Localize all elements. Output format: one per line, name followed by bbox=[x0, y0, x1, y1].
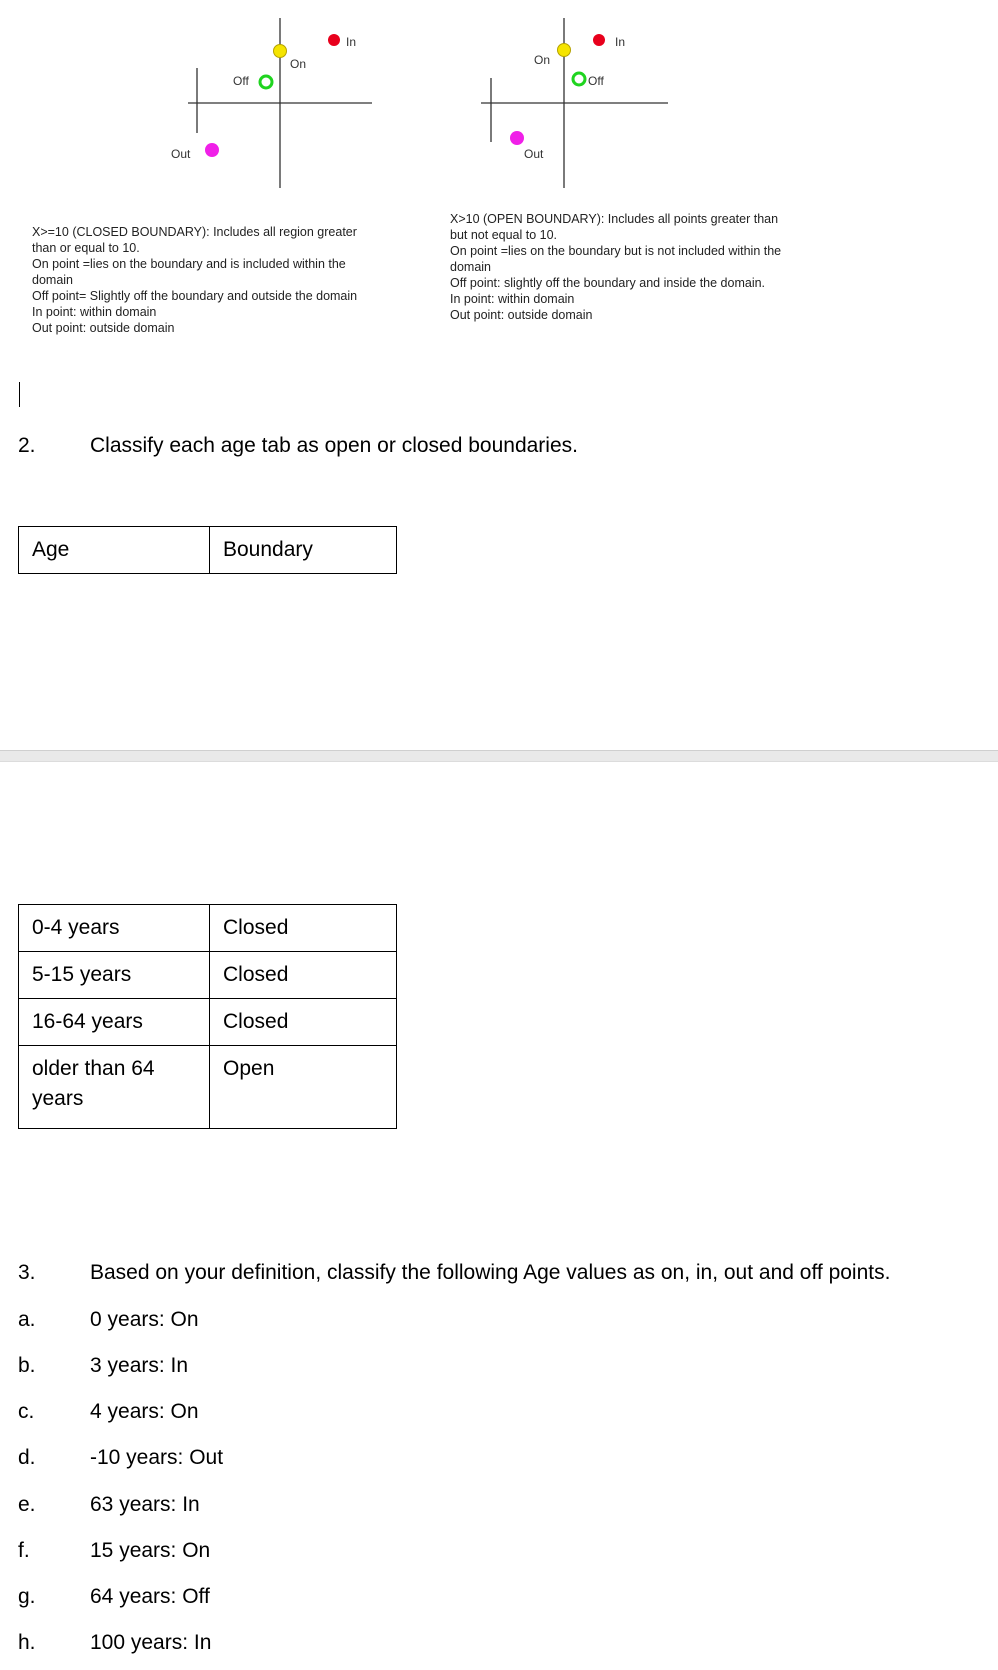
list-text: 100 years: In bbox=[90, 1631, 212, 1654]
open-on-label: On bbox=[534, 53, 551, 67]
age-cell: older than 64 years bbox=[19, 1046, 210, 1129]
table-row bbox=[19, 952, 397, 999]
open-boundary-diagram bbox=[481, 18, 668, 188]
age-cell: 5-15 years bbox=[19, 952, 210, 999]
description-line: Out point: outside domain bbox=[32, 321, 175, 335]
list-item bbox=[18, 1354, 418, 1382]
description-line: domain bbox=[32, 273, 73, 287]
boundary-cell: Open bbox=[210, 1046, 397, 1129]
list-text: 3 years: In bbox=[90, 1354, 189, 1377]
closed-in-point bbox=[328, 34, 340, 46]
list-item bbox=[18, 1539, 418, 1567]
list-item bbox=[18, 1585, 418, 1613]
age-cell: 0-4 years bbox=[19, 905, 210, 952]
list-item bbox=[18, 1446, 418, 1474]
header-boundary: Boundary bbox=[210, 527, 397, 574]
list-letter: f. bbox=[18, 1539, 30, 1562]
closed-off-label: Off bbox=[233, 74, 249, 88]
description-line: In point: within domain bbox=[450, 292, 575, 306]
question-3 bbox=[18, 1261, 988, 1289]
list-text: 64 years: Off bbox=[90, 1585, 210, 1608]
open-out-label: Out bbox=[524, 147, 544, 161]
description-line: On point =lies on the boundary but is not included within the bbox=[450, 244, 782, 258]
description-line: On point =lies on the boundary and is included within the bbox=[32, 257, 346, 271]
closed-in-label: In bbox=[346, 35, 357, 49]
page-break bbox=[0, 750, 998, 762]
open-on-point bbox=[558, 44, 571, 57]
list-item bbox=[18, 1400, 418, 1428]
list-text: 63 years: In bbox=[90, 1493, 200, 1516]
open-in-point bbox=[593, 34, 605, 46]
table-row bbox=[19, 527, 397, 574]
list-text: 0 years: On bbox=[90, 1308, 199, 1331]
description-line: Out point: outside domain bbox=[450, 308, 593, 322]
description-line: X>=10 (CLOSED BOUNDARY): Includes all region greater bbox=[32, 225, 357, 239]
boundary-cell: Closed bbox=[210, 905, 397, 952]
text-cursor bbox=[19, 382, 20, 407]
open-in-label: In bbox=[615, 35, 626, 49]
question-text: Classify each age tab as open or closed boundaries. bbox=[90, 434, 578, 457]
open-boundary-description bbox=[450, 211, 781, 323]
header-age: Age bbox=[19, 527, 210, 574]
description-line: domain bbox=[450, 260, 491, 274]
list-letter: d. bbox=[18, 1446, 36, 1469]
closed-on-label: On bbox=[290, 57, 307, 71]
closed-boundary-diagram bbox=[171, 18, 372, 188]
boundary-diagrams bbox=[0, 0, 998, 200]
list-text: 4 years: On bbox=[90, 1400, 199, 1423]
list-letter: h. bbox=[18, 1631, 36, 1654]
question-text: Based on your definition, classify the following Age values as on, in, out and off points. bbox=[90, 1261, 891, 1284]
list-item bbox=[18, 1631, 418, 1659]
list-text: 15 years: On bbox=[90, 1539, 211, 1562]
description-line: Off point: slightly off the boundary and inside the domain. bbox=[450, 276, 766, 290]
question-2 bbox=[18, 434, 978, 462]
list-letter: g. bbox=[18, 1585, 36, 1608]
age-boundary-table bbox=[18, 904, 397, 1129]
table-row bbox=[19, 905, 397, 952]
closed-on-point bbox=[274, 45, 287, 58]
list-item bbox=[18, 1308, 418, 1336]
question-number: 2. bbox=[18, 434, 36, 457]
description-line: X>10 (OPEN BOUNDARY): Includes all points greater than bbox=[450, 212, 779, 226]
description-line: Off point= Slightly off the boundary and outside the domain bbox=[32, 289, 358, 303]
description-line: than or equal to 10. bbox=[32, 241, 140, 255]
age-boundary-header-table bbox=[18, 526, 397, 574]
open-off-point bbox=[573, 73, 585, 85]
list-letter: e. bbox=[18, 1493, 36, 1516]
age-cell: 16-64 years bbox=[19, 999, 210, 1046]
boundary-cell: Closed bbox=[210, 999, 397, 1046]
open-out-point bbox=[510, 131, 524, 145]
table-row bbox=[19, 1046, 397, 1129]
boundary-cell: Closed bbox=[210, 952, 397, 999]
list-item bbox=[18, 1493, 418, 1521]
list-text: -10 years: Out bbox=[90, 1446, 224, 1469]
list-letter: c. bbox=[18, 1400, 35, 1423]
open-off-label: Off bbox=[588, 74, 604, 88]
table-row bbox=[19, 999, 397, 1046]
description-line: but not equal to 10. bbox=[450, 228, 558, 242]
list-letter: a. bbox=[18, 1308, 36, 1331]
list-letter: b. bbox=[18, 1354, 36, 1377]
closed-off-point bbox=[260, 76, 272, 88]
description-line: In point: within domain bbox=[32, 305, 157, 319]
closed-boundary-description bbox=[32, 224, 357, 336]
question-number: 3. bbox=[18, 1261, 36, 1284]
closed-out-point bbox=[205, 143, 219, 157]
closed-out-label: Out bbox=[171, 147, 191, 161]
